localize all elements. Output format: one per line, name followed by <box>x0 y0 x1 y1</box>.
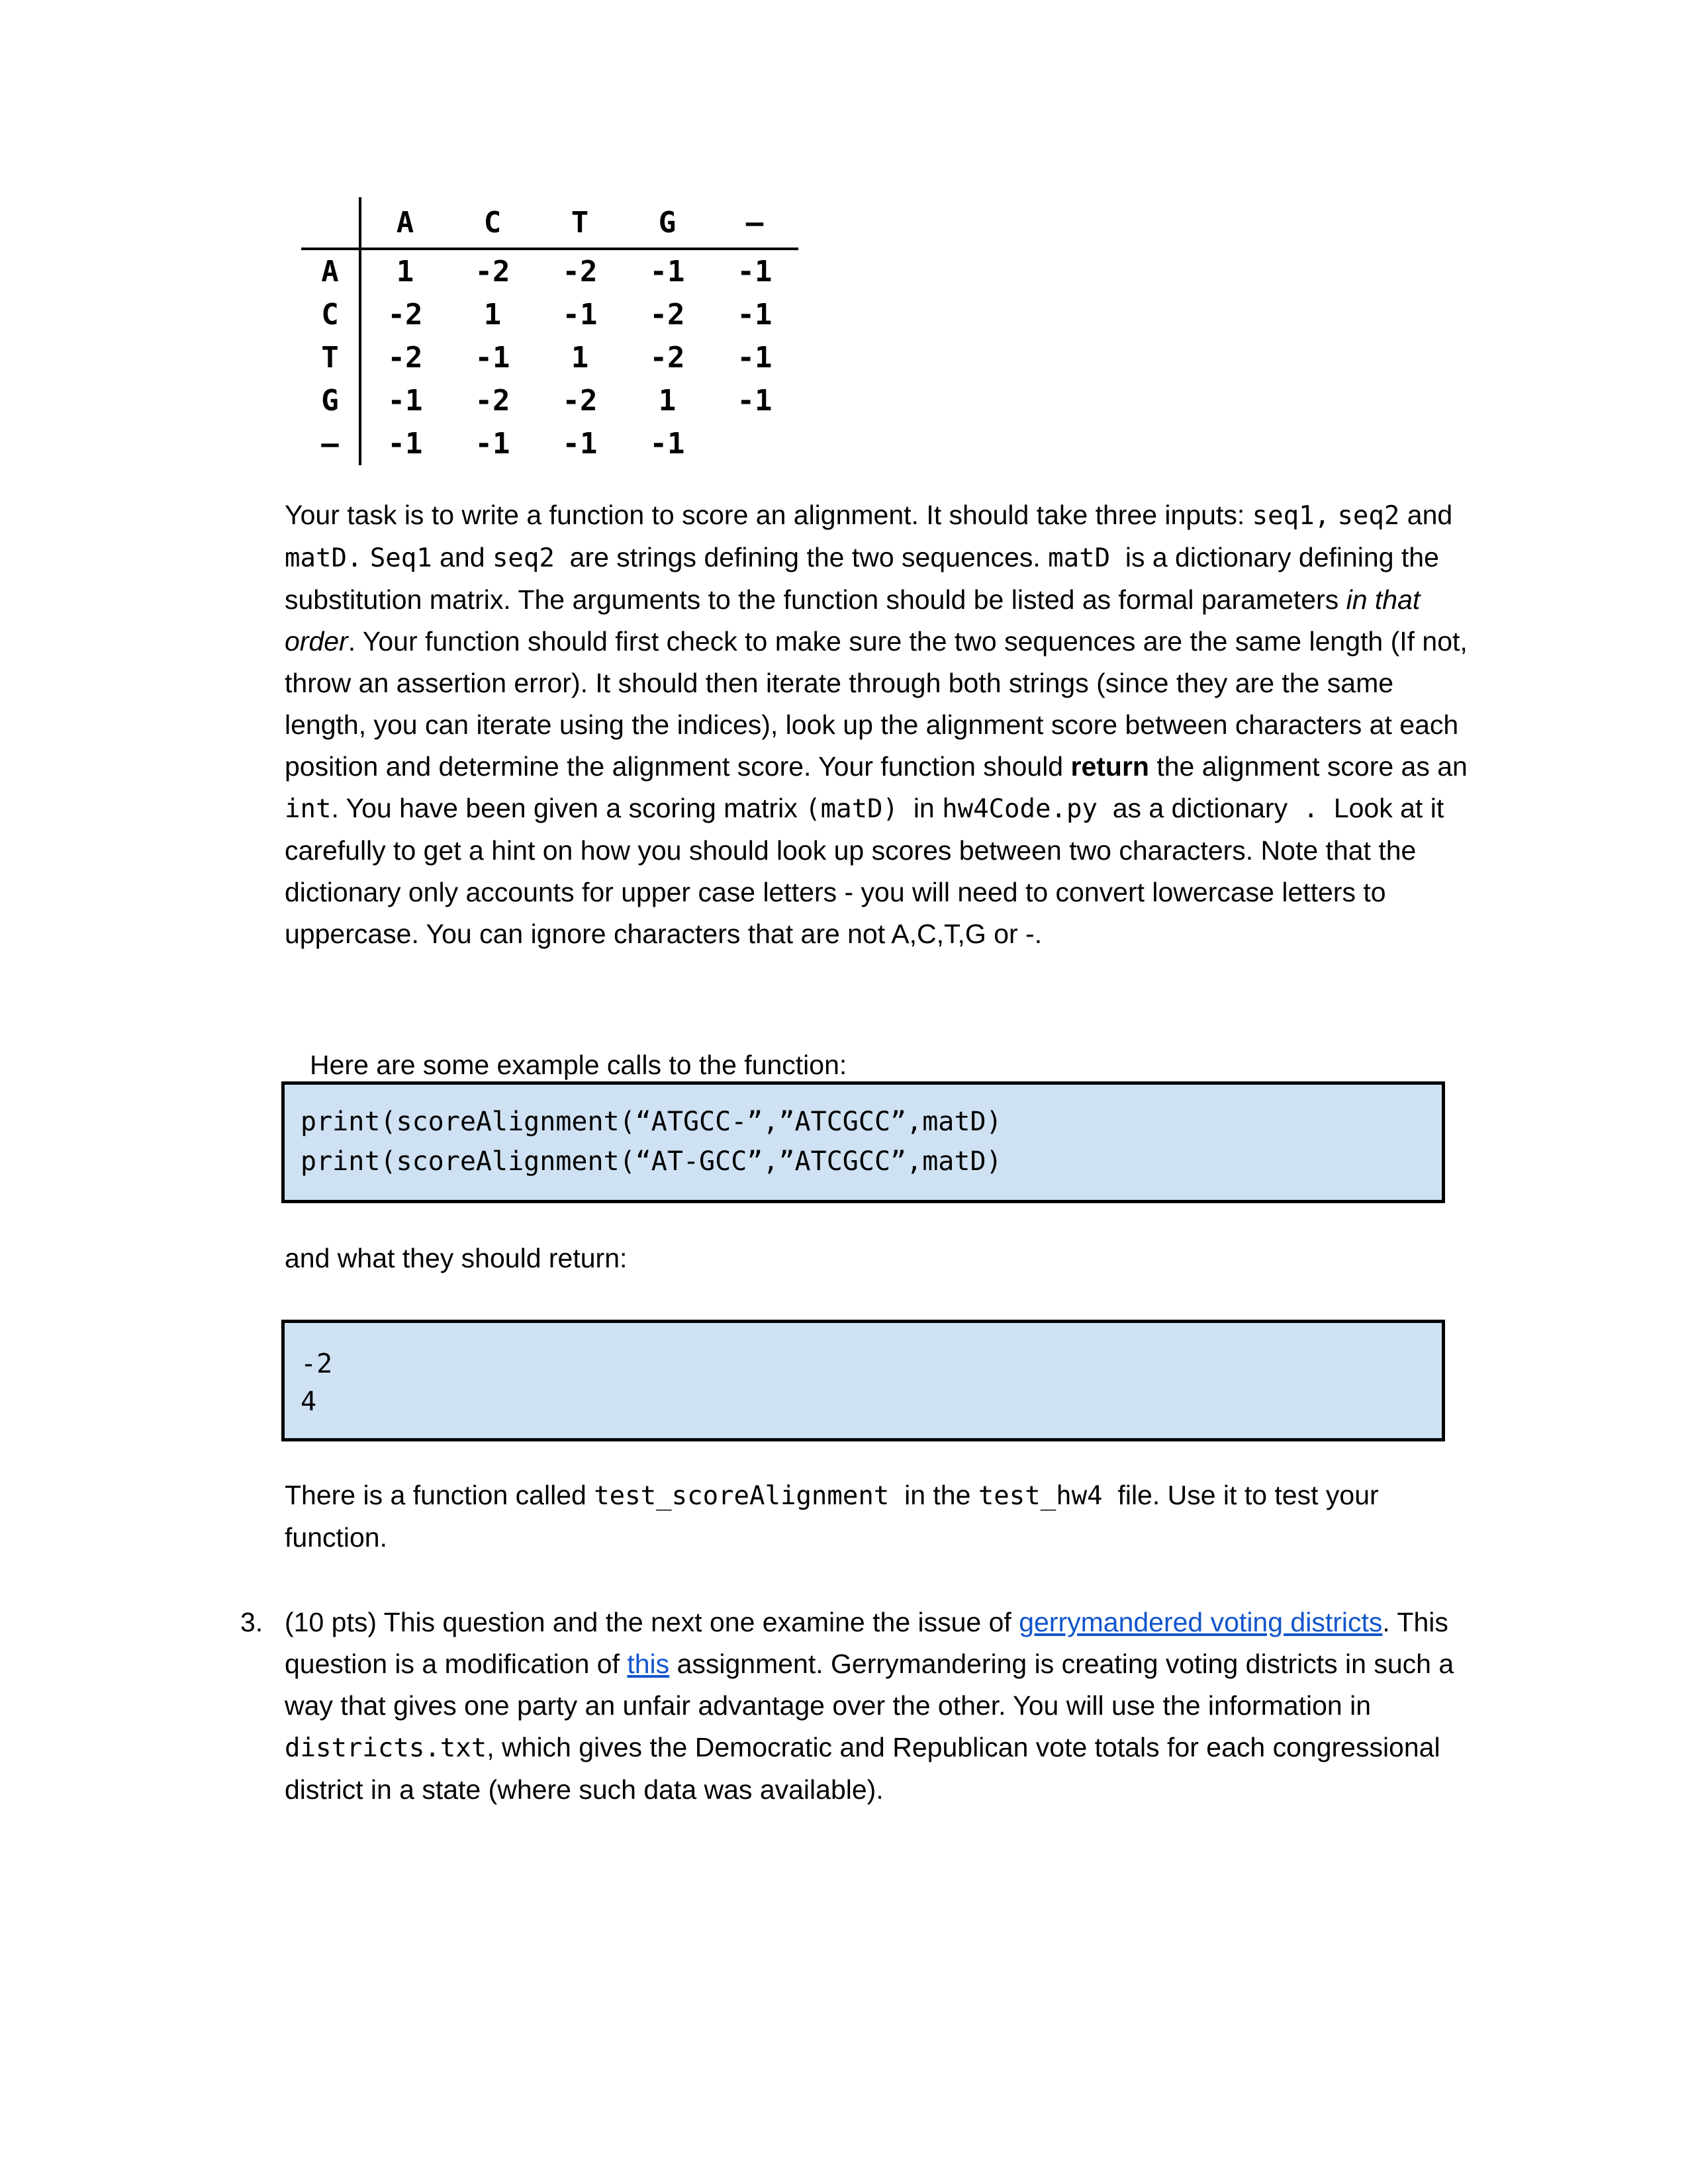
matrix-cell: -2 <box>475 255 510 289</box>
text-segment: . <box>1288 794 1319 824</box>
text-segment: and <box>432 542 492 572</box>
matrix-col-header: T <box>536 197 624 250</box>
matrix-cell: -1 <box>737 255 773 289</box>
matrix-cell: -2 <box>649 298 685 332</box>
matrix-cell: -2 <box>387 298 423 332</box>
text-segment: the alignment score as an <box>1149 751 1476 782</box>
matrix-cell: 1 <box>571 341 589 375</box>
matrix-row-label: G <box>301 379 361 422</box>
text-segment <box>1330 500 1337 530</box>
text-segment: , which gives the Democratic and Republican vote totals for each congressional district in a state (where such data was available). <box>285 1732 1448 1805</box>
text-segment: int <box>285 794 332 824</box>
matrix-cell: -1 <box>387 427 423 461</box>
matrix-cell: -1 <box>475 427 510 461</box>
matrix-row-label: A <box>301 250 361 293</box>
text-segment: are strings defining the two sequences. <box>554 542 1049 572</box>
matrix-cell: -2 <box>649 341 685 375</box>
matrix-col-header: C <box>449 197 536 250</box>
text-segment: . You have been given a scoring matrix <box>331 793 806 823</box>
matrix-cell: -1 <box>562 298 598 332</box>
text-segment: as a dictionary <box>1097 793 1288 823</box>
text-segment: seq1, <box>1252 501 1331 531</box>
code-line: print(scoreAlignment(“ATGCC-”,”ATCGCC”,matD) <box>301 1107 1002 1137</box>
question-3-number: 3. <box>240 1607 263 1637</box>
question-3-item <box>240 1602 1473 1811</box>
text-segment: districts.txt <box>285 1733 487 1763</box>
text-segment: test_hw4 <box>978 1481 1103 1511</box>
matrix-cell: 1 <box>658 384 677 418</box>
text-segment: in the <box>889 1480 978 1510</box>
link-gerrymandered-voting-districts[interactable]: gerrymandered voting districts <box>1019 1607 1383 1637</box>
matrix-row-label: C <box>301 293 361 336</box>
text-segment: and <box>1399 500 1460 530</box>
matrix-cell: -1 <box>737 384 773 418</box>
text-segment: . This question is a modification of <box>285 1607 1456 1679</box>
matrix-cell: -2 <box>562 384 598 418</box>
text-segment: Your task is to write a function to score an alignment. It should take three inputs: <box>285 500 1252 530</box>
matrix-cell: 1 <box>483 298 502 332</box>
matrix-cell: -1 <box>475 341 510 375</box>
text-segment: seq2 <box>1337 501 1400 531</box>
task-paragraph <box>285 494 1476 955</box>
code-line: -2 <box>301 1349 333 1379</box>
matrix-cell: 1 <box>396 255 414 289</box>
return-label: and what they should return: <box>285 1243 628 1273</box>
matrix-corner-cell <box>301 197 361 250</box>
code-block-example-calls <box>281 1081 1445 1203</box>
matrix-cell: -1 <box>562 427 598 461</box>
matrix-cell: -1 <box>737 298 773 332</box>
text-segment: matD. <box>285 543 363 573</box>
text-segment: seq2 <box>492 543 555 573</box>
test-note-paragraph <box>285 1475 1476 1559</box>
matrix-cell <box>711 422 798 465</box>
matrix-cell: -1 <box>649 427 685 461</box>
text-segment: is a dictionary defining the substitution matrix. The arguments to the function should be listed as formal parameters <box>285 542 1447 615</box>
code-line: print(scoreAlignment(“AT-GCC”,”ATCGCC”,matD) <box>301 1146 1002 1177</box>
text-segment: in that order <box>285 584 1428 657</box>
example-calls-label: Here are some example calls to the function: <box>310 1050 847 1080</box>
text-segment: in <box>898 793 943 823</box>
text-segment: Look at it carefully to get a hint on how you should look up scores between two characters. Note that the dictionary only accounts for upper case letters - you will need to convert lowercase letters to uppercase. You can ignore characters that are not A,C,T,G or -. <box>285 793 1452 949</box>
matrix-cell: -1 <box>737 341 773 375</box>
text-segment: . Your function should first check to make sure the two sequences are the same length (If not, throw an assertion error). It should then iterate through both strings (since they are the same length, you can iterate using the indices), look up the alignment score between characters at each position and determine the alignment score. Your function should <box>285 626 1476 782</box>
code-block-return-values <box>281 1320 1445 1441</box>
matrix-col-header: — <box>711 197 798 250</box>
question-3-body <box>285 1602 1473 1811</box>
text-segment: return <box>1070 751 1149 782</box>
text-segment <box>362 542 369 572</box>
scoring-matrix <box>301 197 798 465</box>
matrix-col-header: A <box>361 197 449 250</box>
matrix-cell: -1 <box>649 255 685 289</box>
matrix-col-header: G <box>624 197 711 250</box>
link-this-assignment[interactable]: this <box>627 1649 670 1679</box>
matrix-row-label: T <box>301 336 361 379</box>
matrix-cell: -2 <box>387 341 423 375</box>
text-segment: test_scoreAlignment <box>594 1481 890 1511</box>
text-segment: There is a function called <box>285 1480 594 1510</box>
text-segment: assignment. Gerrymandering is creating voting districts in such a way that gives one party an unfair advantage over the other. You will use the information in <box>285 1649 1462 1721</box>
matrix-cell: -2 <box>562 255 598 289</box>
text-segment: hw4Code.py <box>942 794 1098 824</box>
code-line: 4 <box>301 1387 317 1417</box>
text-segment: Seq1 <box>369 543 432 573</box>
text-segment: (10 pts) This question and the next one examine the issue of <box>285 1607 1019 1637</box>
matrix-cell: -1 <box>387 384 423 418</box>
text-segment: file. Use it to test your function. <box>285 1480 1387 1553</box>
matrix-row-label: — <box>301 422 361 465</box>
text-segment: (matD) <box>805 794 899 824</box>
matrix-cell: -2 <box>475 384 510 418</box>
text-segment: matD <box>1048 543 1111 573</box>
